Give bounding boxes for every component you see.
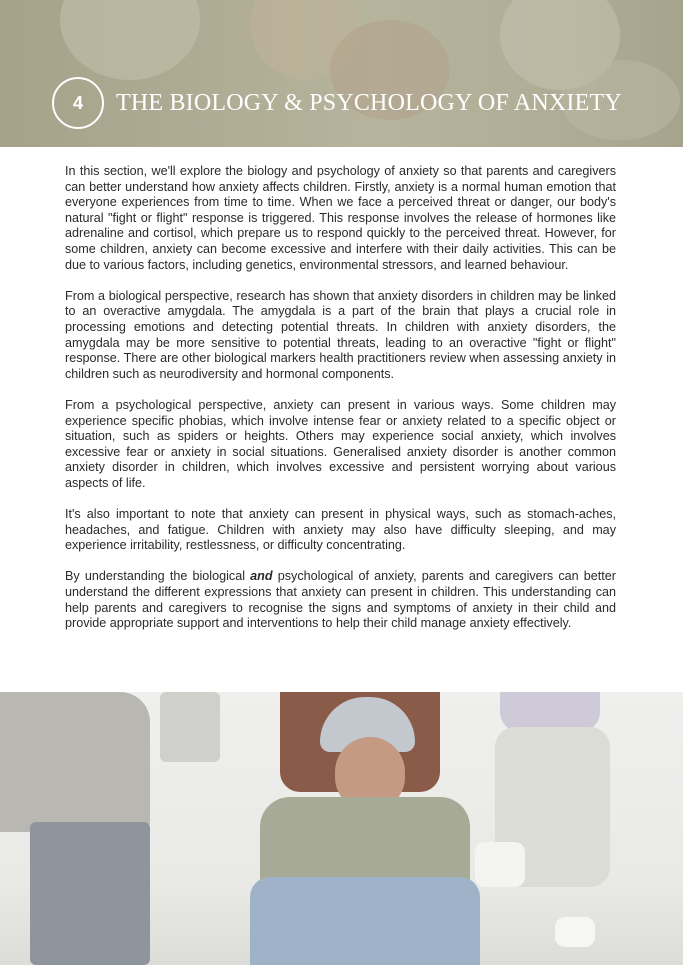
main-content (65, 164, 616, 647)
children-photo (0, 692, 683, 965)
photo-figure (0, 692, 150, 832)
photo-figure (500, 692, 600, 732)
chapter-number-badge (52, 77, 104, 129)
paragraph (65, 569, 616, 631)
photo-figure (250, 877, 480, 965)
paragraph: It's also important to note that anxiety can present in physical ways, such as stomach-aches, headaches, and fatigue. Children with anxiety may also have difficulty sleeping, and may experience irritability, restlessness, or difficulty concentrating. (65, 507, 616, 553)
paragraph: From a biological perspective, research has shown that anxiety disorders in children may be linked to an overactive amygdala. The amygdala is a part of the brain that plays a crucial role in processing emotions and detecting potential threats. In children with anxiety disorders, the amygdala may be more sensitive to potential threats, leading to an overactive "fight or flight" response. There are other biological markers health practitioners review when assessing anxiety in children such as neurodiversity and hormonal components. (65, 288, 616, 381)
page-title: THE BIOLOGY & PSYCHOLOGY OF ANXIETY (116, 90, 622, 116)
chapter-number: 4 (72, 92, 83, 113)
photo-figure (555, 917, 595, 947)
paragraph-text: By understanding the biological (65, 569, 251, 584)
banner-overlay (0, 0, 683, 147)
photo-figure (160, 692, 220, 762)
paragraph: From a psychological perspective, anxiety can present in various ways. Some children may experience specific phobias, which involve intense fear or anxiety related to a specific object or situation, such as spiders or heights. Others may experience social anxiety, which involves excessive fear or anxiety in social situations. Generalised anxiety disorder is another common anxiety disorder in children, which involves excessive and persistent worrying about various aspects of life. (65, 397, 616, 490)
header-banner (0, 0, 683, 147)
photo-figure (475, 842, 525, 887)
emphasis-text: and (250, 569, 273, 584)
paragraph: In this section, we'll explore the biology and psychology of anxiety so that parents and caregivers can better understand how anxiety affects children. Firstly, anxiety is a normal human emotion that everyone experiences from time to time. When we face a perceived threat or danger, our body's natural "fight or flight" response is triggered. This response involves the release of hormones like adrenaline and cortisol, which prepare us to respond quickly to the perceived threat. However, for some children, anxiety can become excessive and interfere with their daily activities. This can be due to various factors, including genetics, environmental stressors, and learned behaviour. (65, 164, 616, 272)
photo-figure (30, 822, 150, 965)
paragraph-text: psychological of anxiety, parents and caregivers can better understand the different expressions that anxiety can present in children. This understanding can help parents and caregivers to recognise the signs and symptoms of anxiety in their child and provide appropriate support and interventions to help their child manage anxiety effectively. (65, 569, 616, 631)
